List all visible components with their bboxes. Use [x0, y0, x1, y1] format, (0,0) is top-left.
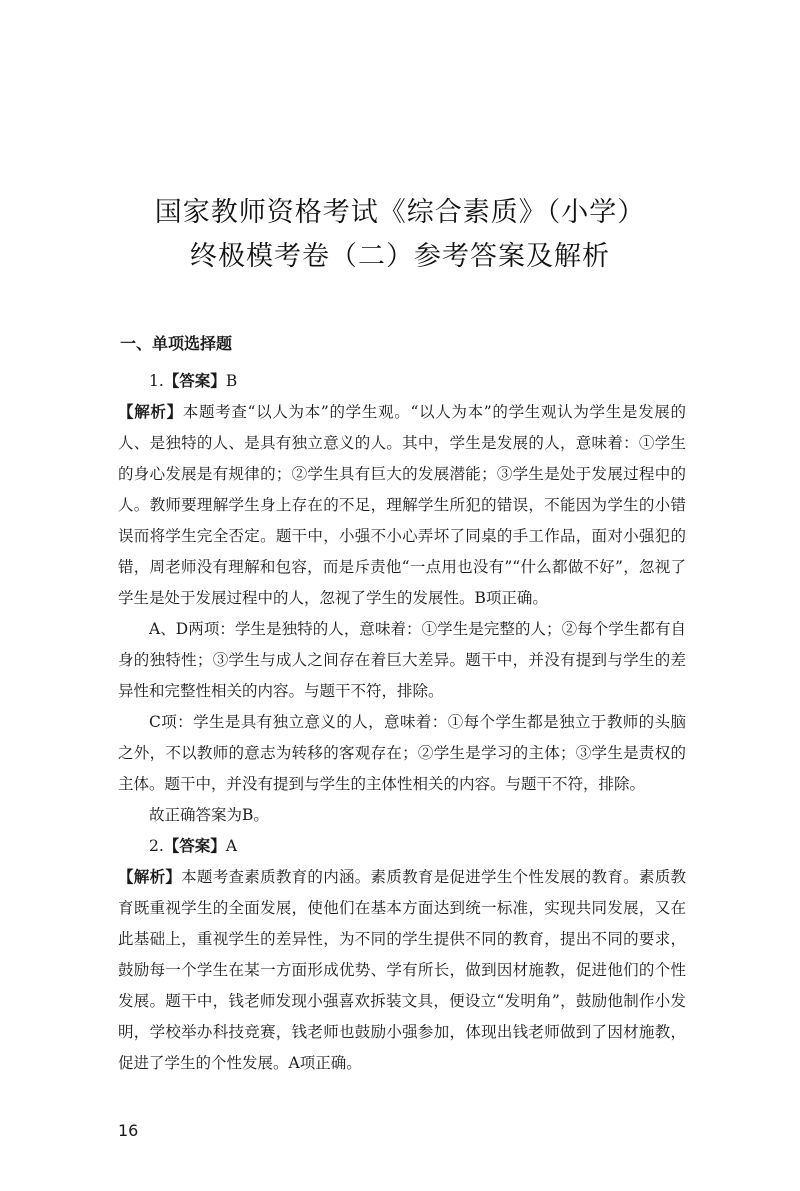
q2-answer-tag: 【答案】	[163, 837, 226, 855]
q1-number: 1.	[149, 372, 164, 390]
q1-answer-tag: 【答案】	[163, 372, 226, 390]
q2-number: 2.	[149, 837, 164, 855]
page-title-line2: 终极模考卷（二）参考答案及解析	[190, 241, 610, 272]
page-title-line1: 国家教师资格考试《综合素质》（小学）	[154, 197, 646, 228]
section-heading: 一、单项选择题	[120, 334, 233, 353]
q1-analysis-tag: 【解析】	[118, 403, 183, 421]
q2-answer-line	[118, 831, 686, 862]
q2-analysis	[118, 862, 686, 1079]
q1-analysis	[118, 397, 686, 614]
answer-body	[118, 366, 686, 1079]
q1-option-c: C项：学生是具有独立意义的人，意味着：①每个学生都是独立于教师的头脑之外，不以教师的意志为转移的客观存在；②学生是学习的主体；③学生是责权的主体。题干中，并没有提到与学生的主体性相关的内容。与题干不符，排除。	[118, 713, 686, 793]
q1-options-ad: A、D两项：学生是独特的人，意味着：①学生是完整的人；②每个学生都有自身的独特性；③学生与成人之间存在着巨大差异。题干中，并没有提到与学生的差异性和完整性相关的内容。与题干不符，排除。	[118, 620, 686, 700]
page-number: 16	[118, 1121, 139, 1140]
q2-analysis-text: 本题考查素质教育的内涵。素质教育是促进学生个性发展的教育。素质教育既重视学生的全面发展，使他们在基本方面达到统一标准，实现共同发展，又在此基础上，重视学生的差异性，为不同的学生提供不同的教育，提出不同的要求，鼓励每一个学生在某一方面形成优势、学有所长，做到因材施教，促进他们的个性发展。题干中，钱老师发现小强喜欢拆装文具，便设立“发明角”，鼓励他制作小发明，学校举办科技竞赛，钱老师也鼓励小强参加，体现出钱老师做到了因材施教，促进了学生的个性发展。A项正确。	[118, 868, 686, 1072]
q1-answer-value: B	[225, 372, 238, 390]
q1-conclusion: 故正确答案为B。	[149, 806, 269, 824]
q1-analysis-text: 本题考查“以人为本”的学生观。“以人为本”的学生观认为学生是发展的人、是独特的人、是具有独立意义的人。其中，学生是发展的人，意味着：①学生的身心发展是有规律的；②学生具有巨大的发展潜能；③学生是处于发展过程中的人。教师要理解学生身上存在的不足，理解学生所犯的错误，不能因为学生的小错误而将学生完全否定。题干中，小强不小心弄坏了同桌的手工作品，面对小强犯的错，周老师没有理解和包容，而是斥责他“一点用也没有”“什么都做不好”，忽视了学生是处于发展过程中的人，忽视了学生的发展性。B项正确。	[118, 403, 686, 607]
q2-answer-value: A	[225, 837, 238, 855]
q1-answer-line	[118, 366, 686, 397]
q2-analysis-tag: 【解析】	[118, 868, 182, 886]
